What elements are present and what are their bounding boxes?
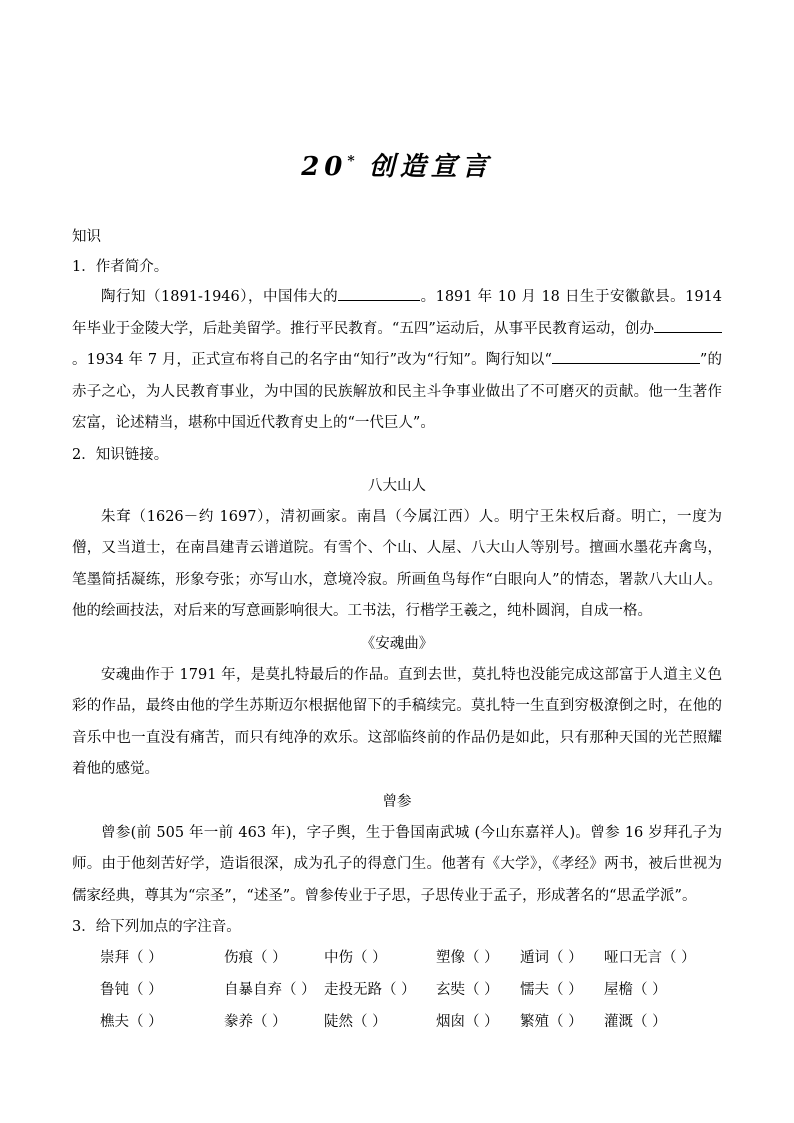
section-body-zengshen: 曾参(前 505 年一前 463 年)，字子舆，生于鲁国南武城 (今山东嘉祥人)。曾参 16 岁拜孔子为师。由于他刻苦好学，造诣很深，成为孔子的得意门生。他著有《大学》，《孝经》两书，被后世视为儒家经典，尊其为“宗圣”，“述圣”。曾参传业于子思，子思传业于孟子，形成著名的“思孟学派”。 [72, 824, 722, 904]
section-title-zengshen: 曾参 [382, 793, 412, 810]
section-label: 知识 [72, 229, 101, 245]
pinyin-item[interactable]: 崇拜（ ） [100, 950, 163, 966]
fill-blank[interactable] [338, 285, 420, 301]
section-body-requiem: 安魂曲作于 1791 年，是莫扎特最后的作品。直到去世，莫扎特也没能完成这部富于人道主义色彩的作品，最终由他的学生苏斯迈尔根据他留下的手稿续完。莫扎特一生直到穷极潦倒之时，在他的音乐中也一直没有痛苦，而只有纯净的欢乐。这部临终前的作品仍是如此，只有那种天国的光芒照耀着他的感觉。 [72, 666, 722, 777]
pinyin-item[interactable]: 屋檐（ ） [604, 982, 667, 998]
title-asterisk: * [347, 153, 355, 170]
pinyin-item[interactable]: 玄奘（ ） [436, 982, 499, 998]
pinyin-item[interactable]: 灌溉（ ） [604, 1014, 667, 1030]
section-title-bada: 八大山人 [368, 477, 426, 494]
pinyin-item[interactable]: 遁词（ ） [520, 950, 583, 966]
pinyin-item[interactable]: 塑像（ ） [436, 950, 499, 966]
pinyin-item[interactable]: 中伤（ ） [324, 950, 387, 966]
section-body-bada: 朱耷（1626－约 1697），清初画家。南昌（今属江西）人。明宁王朱权后裔。明亡，一度为僧，又当道士，在南昌建青云谱道院。有雪个、个山、人屋、八大山人等别号。擅画水墨花卉禽鸟，笔墨简括凝练，形象夸张；亦写山水，意境冷寂。所画鱼鸟每作“白眼向人”的情态，署款八大山人。他的绘画技法，对后来的写意画影响很大。工书法，行楷学王羲之，纯朴圆润，自成一格。 [72, 508, 722, 619]
intro-text: 陶行知（1891-1946），中国伟大的 [101, 289, 339, 305]
intro-text: 。1891 年 10 月 18 日生于安徽歙县。1914 年毕业于金陵大学，后赴美留学。推行平民教育。“五四”运动后，从事平民教育运动，创办 [72, 289, 723, 337]
q1-heading: 1．作者简介。 [72, 259, 169, 275]
page-title [0, 146, 794, 183]
pinyin-item[interactable]: 繁殖（ ） [520, 1014, 583, 1030]
title-number: 20 [301, 152, 348, 182]
intro-text: 。1934 年 7 月，正式宣布将自己的名字由“知行”改为“行知”。陶行知以“ [72, 352, 552, 368]
pinyin-item[interactable]: 陡然（ ） [324, 1014, 387, 1030]
pinyin-item[interactable]: 鲁钝（ ） [100, 982, 163, 998]
pinyin-item[interactable]: 伤痕（ ） [224, 950, 287, 966]
pinyin-item[interactable]: 自暴自弃（ ） [224, 982, 316, 998]
pinyin-item[interactable]: 走投无路（ ） [324, 982, 416, 998]
pinyin-item[interactable]: 懦夫（ ） [520, 982, 583, 998]
document-body [72, 222, 722, 1038]
pinyin-item[interactable]: 豢养（ ） [224, 1014, 287, 1030]
pinyin-item[interactable]: 烟囱（ ） [436, 1014, 499, 1030]
q2-heading: 2．知识链接。 [72, 446, 169, 463]
intro-text: ”的赤子之心，为人民教育事业，为中国的民族解放和民主斗争事业做出了不可磨灭的贡献。他一生著作宏富，论述精当，堪称中国近代教育史上的“一代巨人”。 [72, 352, 722, 431]
pinyin-item[interactable]: 樵夫（ ） [100, 1014, 163, 1030]
section-title-requiem: 《安魂曲》 [360, 635, 434, 652]
author-intro-paragraph [72, 282, 722, 440]
fill-blank[interactable] [552, 348, 700, 364]
pinyin-exercise-grid [100, 942, 722, 1038]
pinyin-item[interactable]: 哑口无言（ ） [604, 950, 696, 966]
q3-heading: 3．给下列加点的字注音。 [72, 919, 241, 935]
title-text: 创造宣言 [368, 152, 493, 182]
fill-blank[interactable] [654, 317, 722, 333]
